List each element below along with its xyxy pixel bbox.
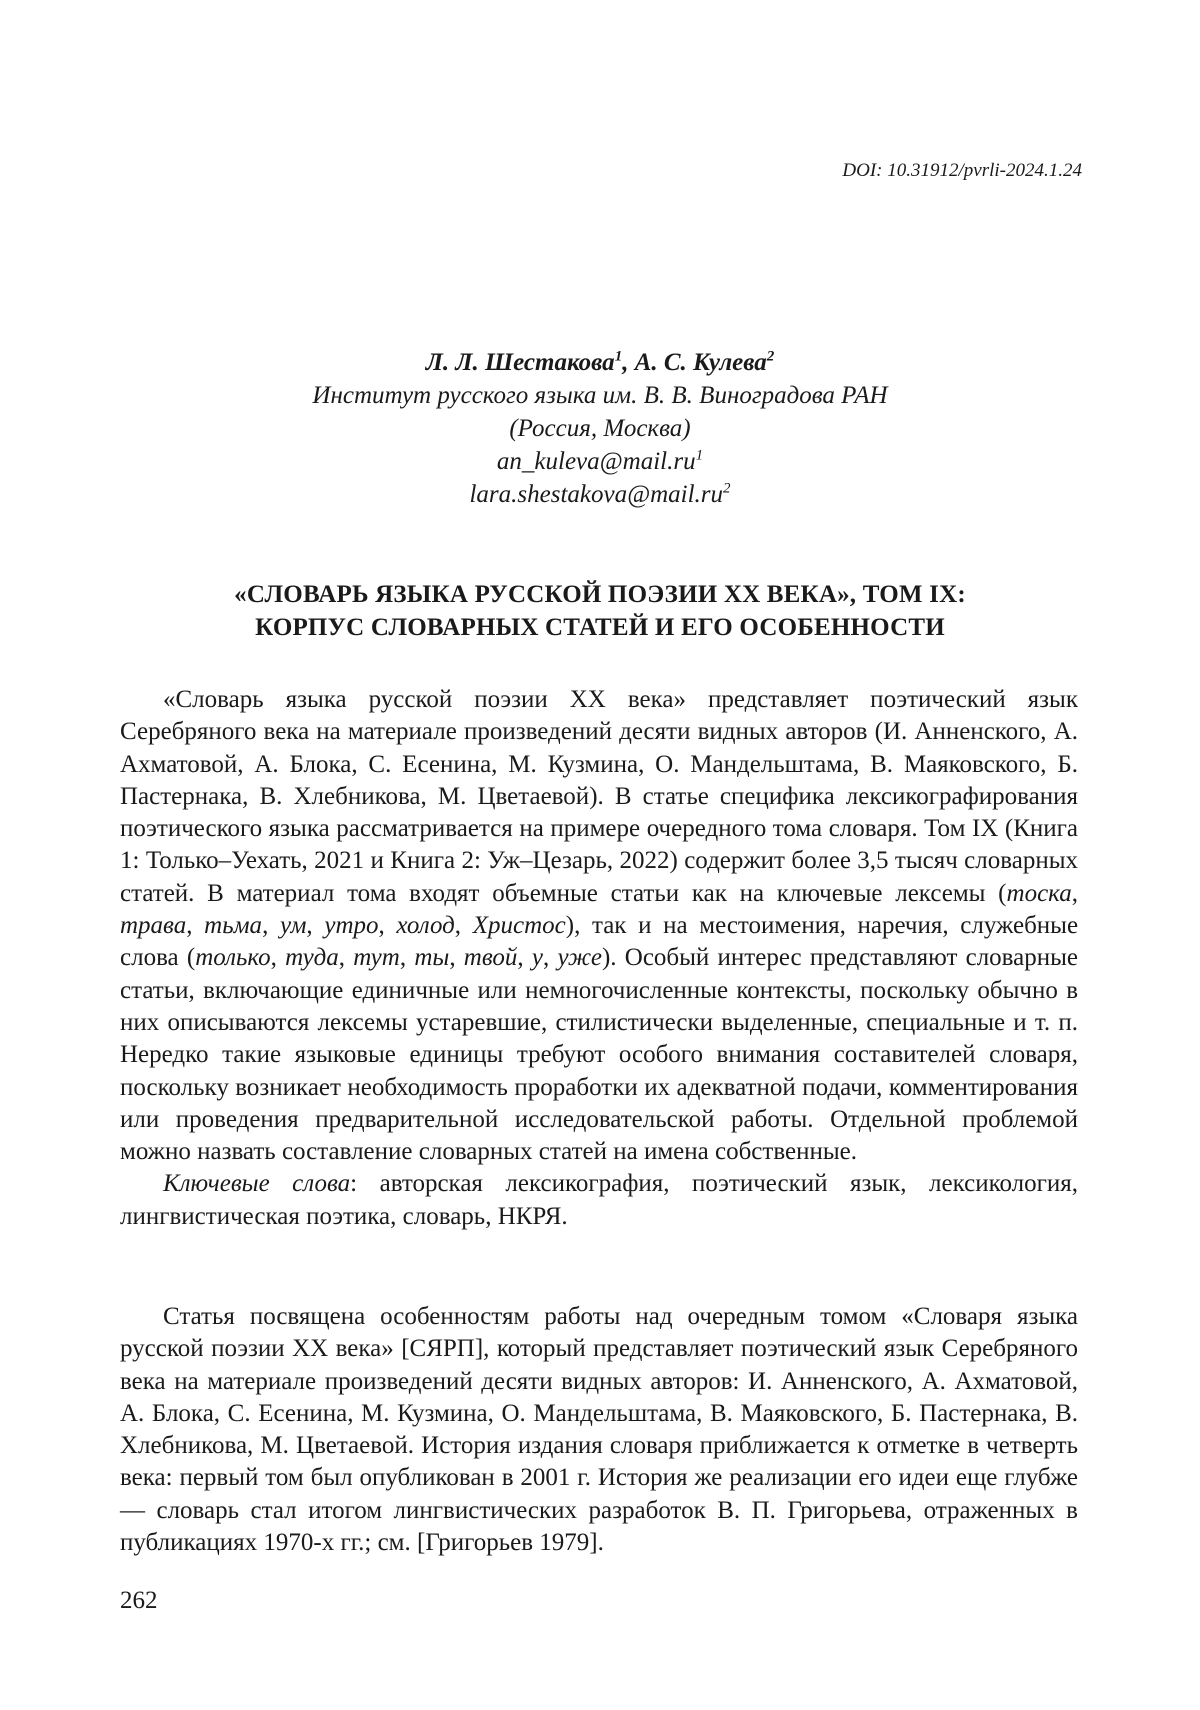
example-word: у xyxy=(531,944,543,972)
word-separator: , xyxy=(186,912,205,940)
word-separator: , xyxy=(399,944,415,972)
word-separator: , xyxy=(454,912,473,940)
word-separator: , xyxy=(517,944,532,972)
author-mark: 1 xyxy=(614,348,623,365)
word-separator: , xyxy=(306,912,325,940)
email-line xyxy=(120,445,1080,478)
title-line: КОРПУС СЛОВАРНЫХ СТАТЕЙ И ЕГО ОСОБЕННОСТИ xyxy=(255,614,945,641)
abstract-text: «Словарь языка русской поэзии XX века» представляет поэтический язык Серебряного века на материале произведений десяти видных авторов (И. Анненского, А. Ахматовой, А. Блока, С. Есенина, М. Кузмина, О. Мандельштама, В. Маяковского, Б. Пастернака, В. Хлебникова, М. Цветаевой). В статье специфика лексикографирования поэтического языка рассматривается на примере очередного тома словаря. Том IX (Книга 1: Только–Уехать, 2021 и Книга 2: Уж–Цезарь, 2022) содержит более 3,5 тысяч словарных статей. В материал тома входят объемные статьи как на ключевые лексемы ( xyxy=(120,686,1078,907)
example-word: уже xyxy=(557,944,602,972)
word-separator: , xyxy=(338,944,354,972)
author-name: А. С. Кулева xyxy=(634,349,767,376)
keywords-text: : авторская лексикография, поэтический язык, лексикология, лингвистическая поэтика, словарь, НКРЯ. xyxy=(120,1170,1078,1230)
author-email: an_kuleva@mail.ru xyxy=(496,448,696,475)
word-separator: , xyxy=(1071,879,1078,907)
doi: DOI: 10.31912/pvrli-2024.1.24 xyxy=(842,160,1082,181)
main-text xyxy=(120,1301,1078,1559)
example-word: Христос xyxy=(472,912,566,940)
example-word: туда xyxy=(285,944,339,972)
author-email: lara.shestakova@mail.ru xyxy=(469,481,724,508)
article-title xyxy=(120,578,1080,644)
word-separator: , xyxy=(262,912,280,940)
keywords-label: Ключевые слова xyxy=(163,1170,351,1198)
author-mark: 2 xyxy=(766,348,775,365)
body-paragraph: Статья посвящена особенностям работы над очередным томом «Словаря языка русской поэзии XX века» [СЯРП], который представляет поэтический язык Серебряного века на материале произведений десяти видных авторов: И. Анненского, А. Ахматовой, А. Блока, С. Есенина, М. Кузмина, О. Мандельштама, В. Маяковского, Б. Пастернака, В. Хлебникова, М. Цветаевой. История издания словаря приближается к отметке в четверть века: первый том был опубликован в 2001 г. История же реализации его идеи еще глубже — словарь стал итогом лингвистических разработок В. П. Григорьева, отраженных в публикациях 1970-х гг.; см. [Григорьев 1979]. xyxy=(120,1303,1078,1557)
abstract xyxy=(120,684,1078,1233)
keywords-paragraph xyxy=(120,1168,1078,1233)
example-word: ты xyxy=(414,944,450,972)
example-word: твой xyxy=(463,944,518,972)
word-separator: , xyxy=(542,944,558,972)
example-word: холод xyxy=(396,912,455,940)
example-word: тут xyxy=(353,944,400,972)
example-word: трава xyxy=(120,912,187,940)
abstract-text: ), так и на местоимения, наречия, служебные слова ( xyxy=(120,912,1079,972)
author-separator: , xyxy=(622,349,635,376)
author-block xyxy=(120,346,1080,511)
email-line xyxy=(120,478,1080,511)
example-word: утро xyxy=(324,912,379,940)
email-mark: 1 xyxy=(695,447,704,464)
word-separator: , xyxy=(449,944,464,972)
abstract-text: ). Особый интерес представляют словарные статьи, включающие единичные или немногочисленные контексты, поскольку обычно в них описываются лексемы устаревшие, стилистически выделенные, специальные и т. п. Нередко такие языковые единицы требуют особого внимания составителей словаря, поскольку возникает необходимость проработки их адекватной подачи, комментирования или проведения предварительной исследовательской работы. Отдельной проблемой можно назвать составление словарных статей на имена собственные. xyxy=(120,944,1079,1166)
title-line: «СЛОВАРЬ ЯЗЫКА РУССКОЙ ПОЭЗИИ XX ВЕКА», ТОМ IX: xyxy=(234,581,966,608)
affiliation-location: (Россия, Москва) xyxy=(509,415,691,442)
page-number: 262 xyxy=(120,1587,158,1614)
email-mark: 2 xyxy=(723,480,731,497)
word-separator: , xyxy=(270,944,286,972)
word-separator: , xyxy=(378,912,397,940)
example-word: только xyxy=(195,944,271,972)
abstract-paragraph xyxy=(120,684,1078,1168)
example-word: ум xyxy=(279,912,307,940)
example-word: тьма xyxy=(204,912,263,940)
authors xyxy=(120,346,1080,379)
keyword-examples-2 xyxy=(195,944,602,971)
example-word: тоска xyxy=(1006,879,1072,907)
affiliation-institute: Институт русского языка им. В. В. Виноградова РАН xyxy=(312,382,888,409)
author-name: Л. Л. Шестакова xyxy=(425,349,615,376)
